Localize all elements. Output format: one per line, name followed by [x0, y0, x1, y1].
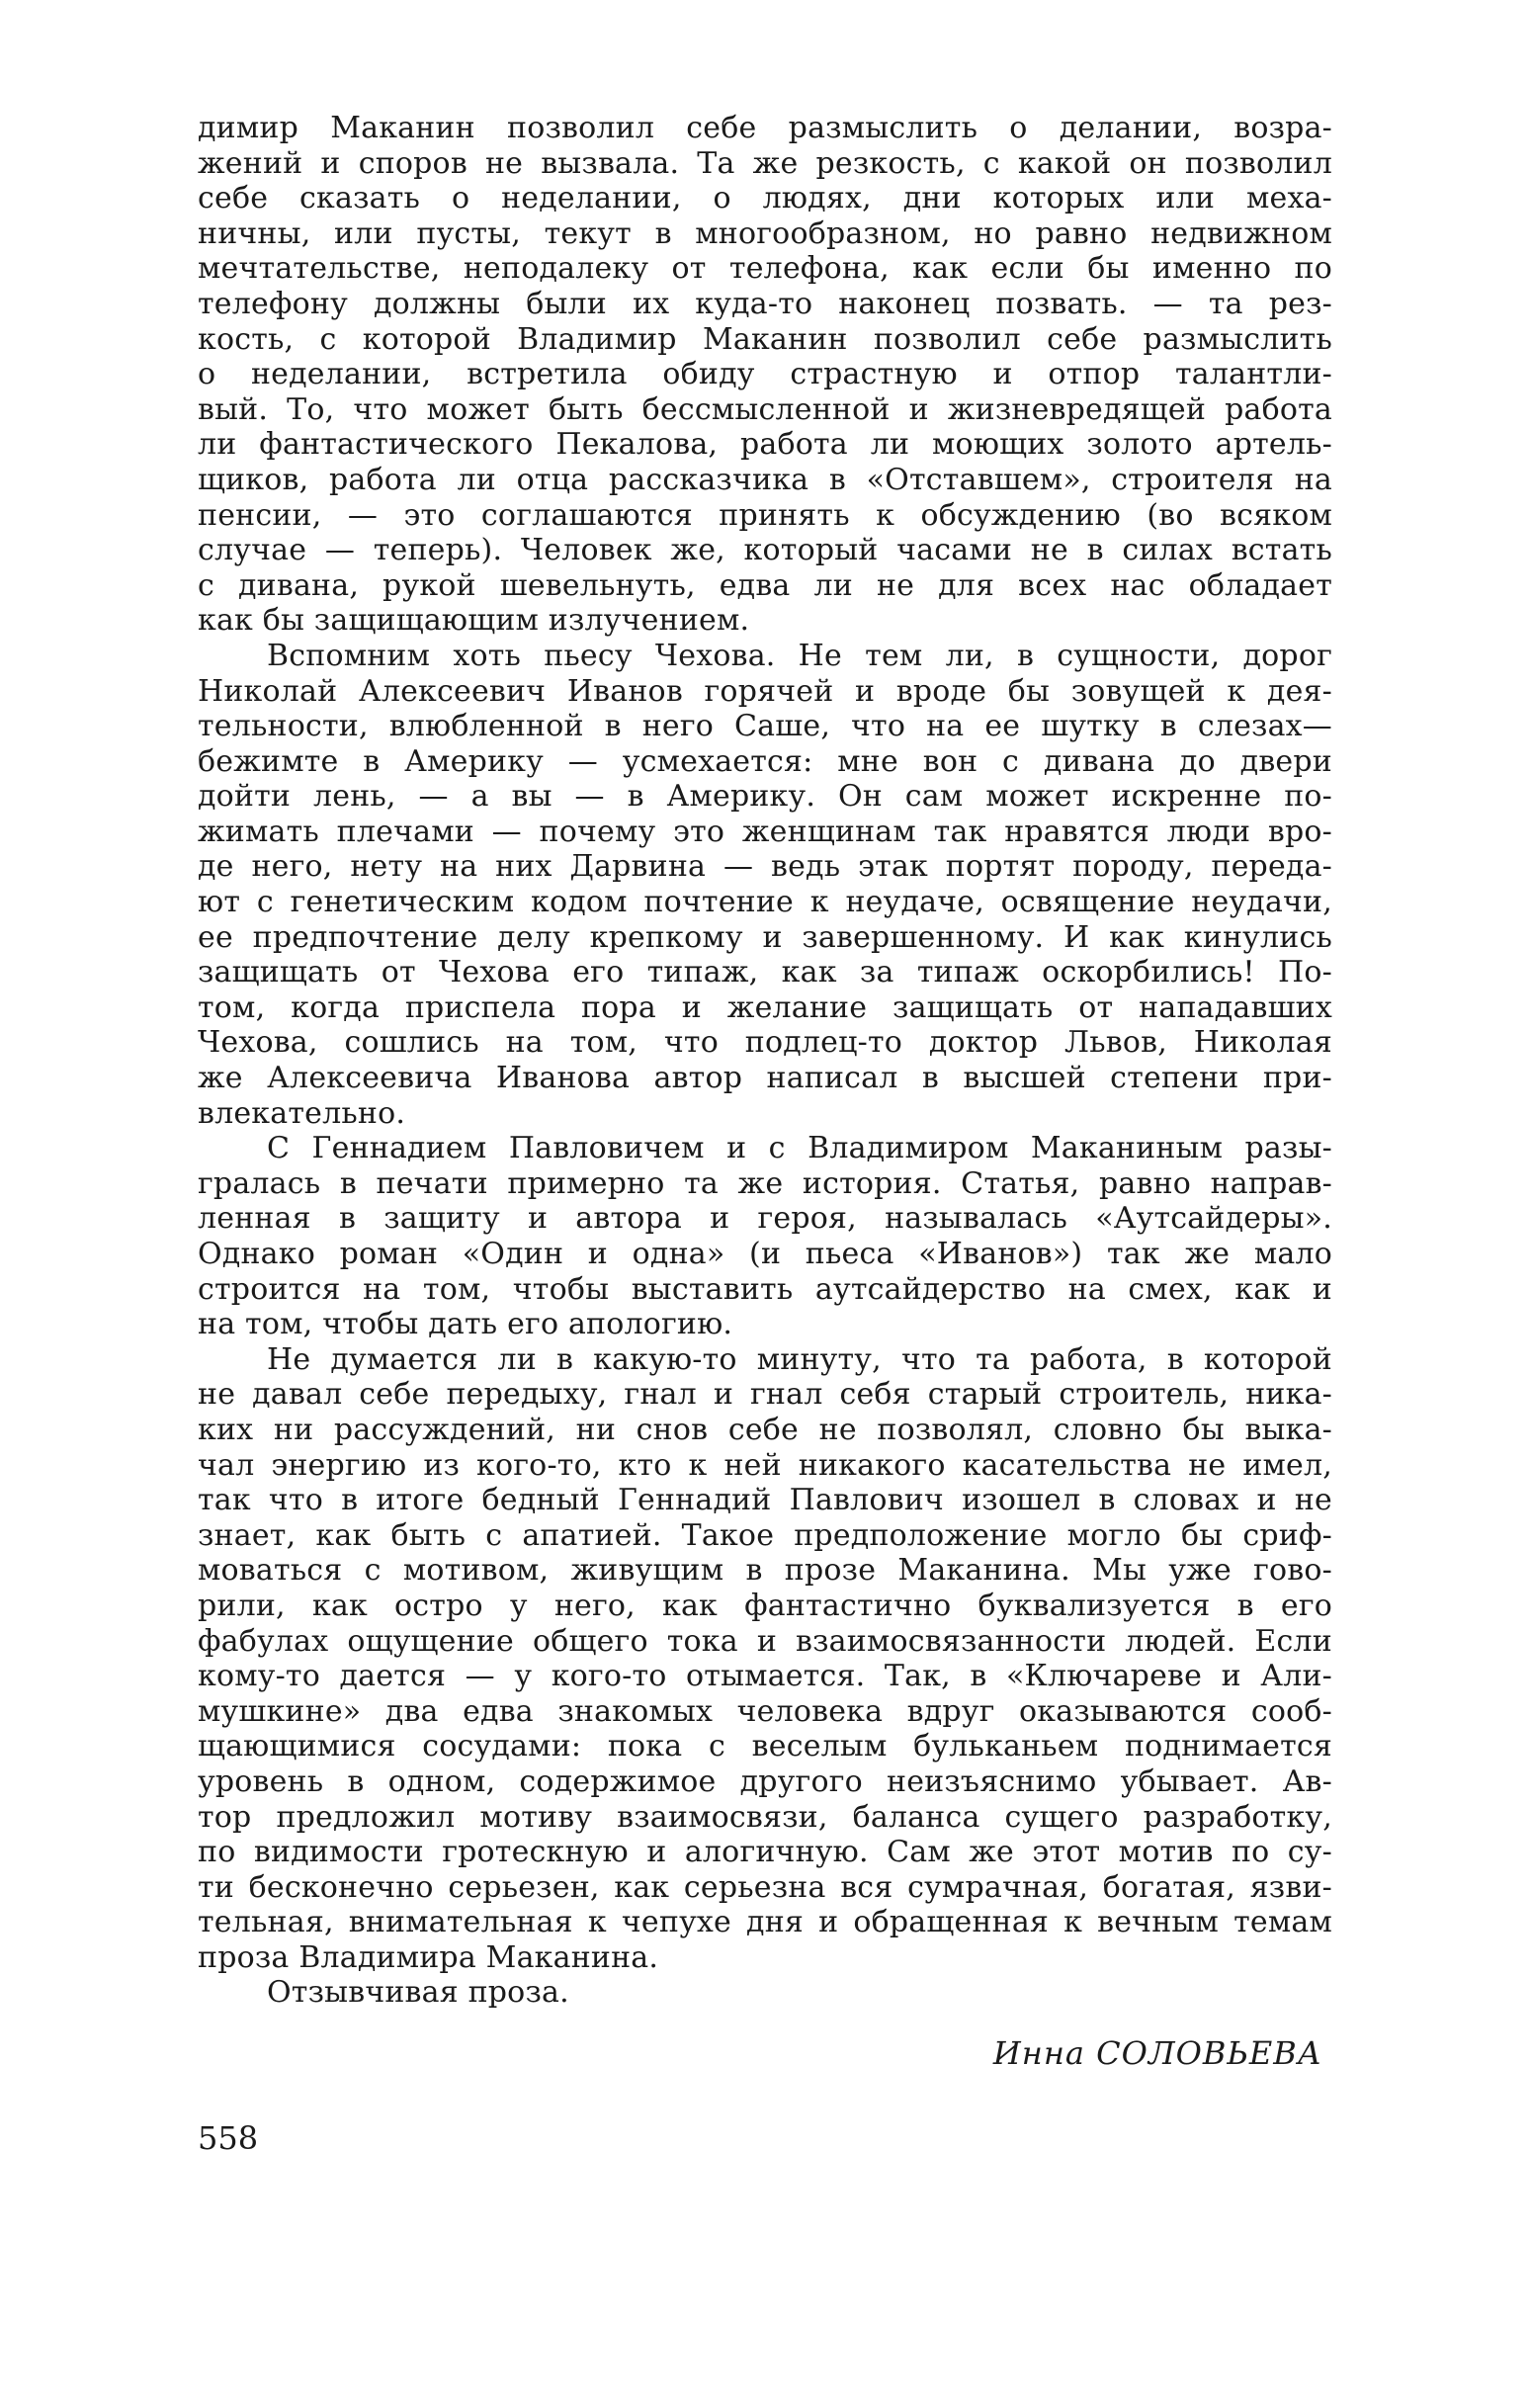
text-line: пенсии, — это соглашаются принять к обсуждению (во всяком — [198, 497, 1332, 533]
text-line: по видимости гротескную и алогичную. Сам же этот мотив по су- — [198, 1835, 1332, 1870]
text-line: знает, как быть с апатией. Такое предположение могло бы сриф- — [198, 1517, 1332, 1553]
text-line: гралась в печати примерно та же история. Статья, равно направ- — [198, 1165, 1332, 1201]
text-line: щиков, работа ли отца рассказчика в «Отставшем», строителя на — [198, 462, 1332, 497]
paragraph-last-line: проза Владимира Маканина. — [198, 1939, 659, 1975]
text-line: мечтательстве, неподалеку от телефона, как если бы именно по — [198, 251, 1332, 287]
paragraph-last-line: как бы защищающим излучением. — [198, 603, 750, 639]
paragraph-first-line: Не думается ли в какую-то минуту, что та работа, в которой — [267, 1341, 1332, 1377]
text-line: бежимте в Америку — усмехается: мне вон с дивана до двери — [198, 743, 1332, 779]
page-number: 558 — [198, 2119, 259, 2157]
text-line: телефону должны были их куда-то наконец позвать. — та рез- — [198, 286, 1332, 321]
text-line: мушкине» два едва знакомых человека вдруг оказываются сооб- — [198, 1693, 1332, 1729]
text-line: случае — теперь). Человек же, который часами не в силах встать — [198, 533, 1332, 568]
text-line: с дивана, рукой шевельнуть, едва ли не для всех нас обладает — [198, 567, 1332, 603]
text-line: чал энергию из кого-то, кто к ней никакого касательства не имел, — [198, 1447, 1332, 1483]
text-line: димир Маканин позволил себе размыслить о делании, возра- — [198, 111, 1332, 145]
text-column — [198, 111, 1332, 2011]
text-line: ли фантастического Пекалова, работа ли моющих золото артель- — [198, 427, 1332, 463]
text-line: тельности, влюбленной в него Саше, что на ее шутку в слезах— — [198, 709, 1332, 744]
text-line: кость, с которой Владимир Маканин позволил себе размыслить — [198, 321, 1332, 357]
text-line: тельная, внимательная к чепухе дня и обращенная к вечным темам — [198, 1905, 1332, 1940]
text-line: фабулах ощущение общего тока и взаимосвязанности людей. Если — [198, 1623, 1332, 1659]
text-line: кому-то дается — у кого-то отымается. Так, в «Ключареве и Али- — [198, 1659, 1332, 1694]
text-line: дойти лень, — а вы — в Америку. Он сам может искренне по- — [198, 779, 1332, 815]
text-line: щающимися сосудами: пока с веселым бульканьем поднимается — [198, 1729, 1332, 1764]
text-line: не давал себе передыху, гнал и гнал себя старый строитель, ника- — [198, 1377, 1332, 1413]
text-line: тор предложил мотиву взаимосвязи, баланса сущего разработку, — [198, 1799, 1332, 1835]
text-line: жимать плечами — почему это женщинам так нравятся люди вро- — [198, 814, 1332, 849]
text-line: строится на том, чтобы выставить аутсайдерство на смех, как и — [198, 1271, 1332, 1307]
text-line: де него, нету на них Дарвина — ведь этак портят породу, переда- — [198, 849, 1332, 885]
text-line: ее предпочтение делу крепкому и завершенному. И как кинулись — [198, 919, 1332, 955]
paragraph-first-line: С Геннадием Павловичем и с Владимиром Маканиным разы- — [267, 1131, 1332, 1166]
text-line: защищать от Чехова его типаж, как за типаж оскорбились! По- — [198, 955, 1332, 990]
text-line: ких ни рассуждений, ни снов себе не позволял, словно бы выка- — [198, 1412, 1332, 1447]
text-line: Николай Алексеевич Иванов горячей и вроде бы зовущей к дея- — [198, 673, 1332, 709]
paragraph-last-line: влекательно. — [198, 1095, 406, 1131]
text-line: Однако роман «Один и одна» (и пьеса «Иванов») так же мало — [198, 1237, 1332, 1271]
paragraph-last-line: на том, чтобы дать его апологию. — [198, 1307, 733, 1342]
text-line: моваться с мотивом, живущим в прозе Маканина. Мы уже гово- — [198, 1553, 1332, 1589]
text-line: о неделании, встретила обиду страстную и отпор талантли- — [198, 357, 1332, 392]
text-line: вый. То, что может быть бессмысленной и жизневредящей работа — [198, 391, 1332, 427]
text-line: ти бесконечно серьезен, как серьезна вся сумрачная, богатая, язви- — [198, 1869, 1332, 1905]
text-line: ничны, или пусты, текут в многообразном, но равно недвижном — [198, 215, 1332, 251]
text-line: ленная в защиту и автора и героя, называлась «Аутсайдеры». — [198, 1201, 1332, 1237]
text-line: себе сказать о неделании, о людях, дни которых или меха- — [198, 181, 1332, 216]
text-line: же Алексеевича Иванова автор написал в высшей степени при- — [198, 1061, 1332, 1096]
author-signature: Инна СОЛОВЬЕВА — [992, 2034, 1322, 2072]
closing-line: Отзывчивая проза. — [267, 1975, 569, 2011]
text-line: рили, как остро у него, как фантастично буквализуется в его — [198, 1588, 1332, 1623]
paragraph-first-line: Вспомним хоть пьесу Чехова. Не тем ли, в сущности, дорог — [267, 638, 1332, 673]
text-line: жений и споров не вызвала. Та же резкость, с какой он позволил — [198, 145, 1332, 181]
text-line: ют с генетическим кодом почтение к неудаче, освящение неудачи, — [198, 885, 1332, 920]
text-line: том, когда приспела пора и желание защищать от нападавших — [198, 989, 1332, 1025]
text-line: Чехова, сошлись на том, что подлец-то доктор Львов, Николая — [198, 1025, 1332, 1061]
text-line: уровень в одном, содержимое другого неизъяснимо убывает. Ав- — [198, 1763, 1332, 1799]
text-line: так что в итоге бедный Геннадий Павлович изошел в словах и не — [198, 1483, 1332, 1518]
